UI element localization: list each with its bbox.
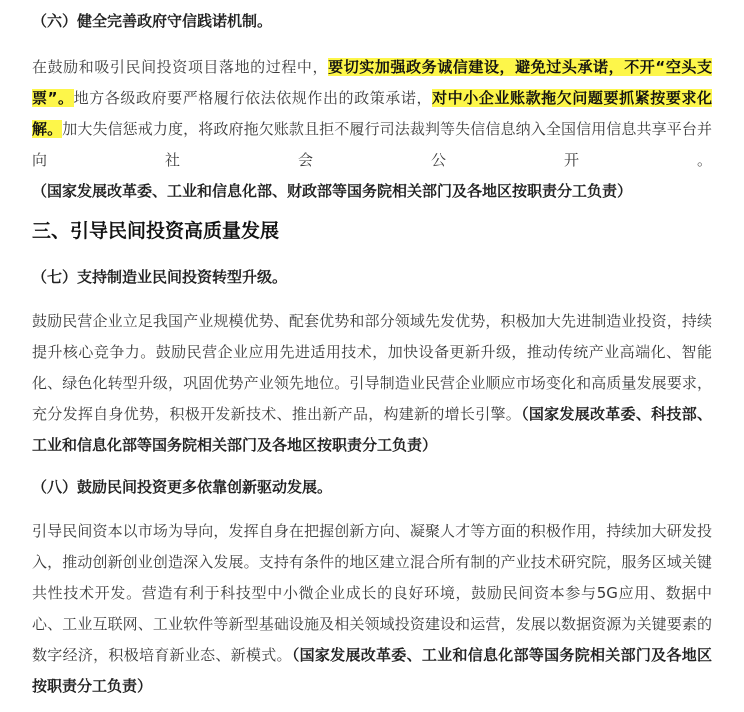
subsection-heading-6: （六）健全完善政府守信践诺机制。 — [32, 12, 273, 30]
paragraph-text: 鼓励民营企业立足我国产业规模优势、配套优势和部分领域先发优势，积极加大先进制造业投资，持续提升核心竞争力。鼓励民营企业应用先进适用技术，加快设备更新升级，推动传统产业高端化、智能化、绿色化转型升级，巩固优势产业领先地位。引导制造业民营企业顺应市场变化和高质量发展要求，充分发挥自身优势，积极开发新技术、推出新产品，构建新的增长引擎。 — [32, 312, 712, 423]
highlighted-text: 要切实加强政务诚信建设，避免过头承诺，不开“空头支票”。 — [32, 58, 712, 107]
responsibility-note: （国家发展改革委、工业和信息化部、财政部等国务院相关部门及各地区按职责分工负责） — [32, 182, 633, 200]
subsection-heading-7: （七）支持制造业民间投资转型升级。 — [32, 268, 288, 286]
paragraph-7 — [32, 306, 712, 461]
paragraph-text: 在鼓励和吸引民间投资项目落地的过程中， — [32, 58, 329, 76]
responsibility-note: （国家发展改革委、工业和信息化部等国务院相关部门及各地区按职责分工负责） — [32, 646, 712, 695]
paragraph-text: 引导民间资本以市场为导向，发挥自身在把握创新方向、凝聚人才等方面的积极作用，持续加大研发投入，推动创新创业创造深入发展。支持有条件的地区建立混合所有制的产业技术研究院，服务区域关键共性技术开发。营造有利于科技型中小微企业成长的良好环境，鼓励民间资本参与5G应用、数据中心、工业互联网、工业软件等新型基础设施及相关领域投资建设和运营，发展以数据资源为关键要素的数字经济，积极培育新业态、新模式。 — [32, 522, 712, 664]
responsibility-note: （国家发展改革委、科技部、工业和信息化部等国务院相关部门及各地区按职责分工负责） — [32, 405, 712, 454]
subsection-heading-8: （八）鼓励民间投资更多依靠创新驱动发展。 — [32, 478, 333, 496]
paragraph-6 — [32, 52, 712, 207]
paragraph-text: 加大失信惩戒力度，将政府拖欠账款且拒不履行司法裁判等失信信息纳入全国信用信息共享平台并向社会公开。 — [32, 120, 712, 169]
highlighted-text: 对中小企业账款拖欠问题要抓紧按要求化解。 — [32, 89, 712, 138]
paragraph-8 — [32, 516, 712, 702]
section-title: 三、引导民间投资高质量发展 — [32, 220, 280, 242]
paragraph-text: 地方各级政府要严格履行依法依规作出的政策承诺， — [73, 89, 433, 107]
